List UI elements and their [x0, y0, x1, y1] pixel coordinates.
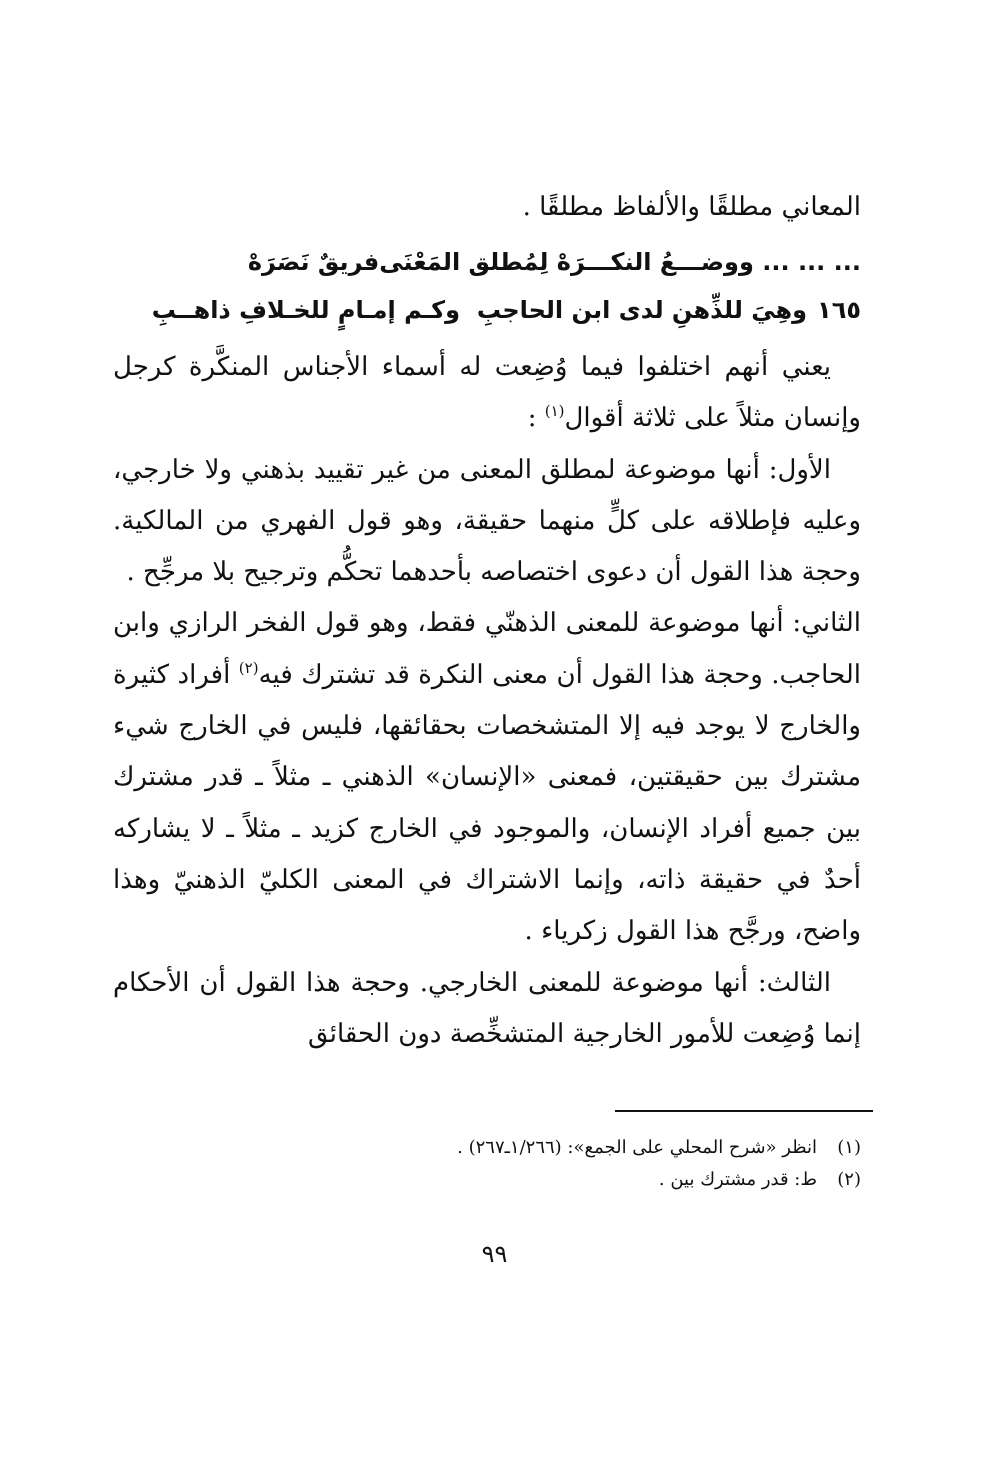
paragraph-first-opinion: الأول: أنها موضوعة لمطلق المعنى من غير تقييد بذهني ولا خارجي، وعليه فإطلاقه على كلٍّ منهما حقيقة، وهو قول الفهري من المالكية. وحجة هذا القول أن دعوى اختصاصه بأحدهما تحكُّم وترجيح بلا مرجِّح . [113, 454, 861, 588]
verse-2-hemistich-1: وهِيَ للذِّهنِ لدى ابن الحاجبِ [476, 296, 808, 324]
verse-line-2 [113, 286, 861, 334]
footnote-ref-1[interactable]: (١) [544, 402, 565, 421]
paragraph-intro-text: يعني أنهم اختلفوا فيما وُضِعت له أسماء الأجناس المنكَّرة كرجل وإنسان مثلاً على ثلاثة أقوال [113, 352, 861, 434]
paragraph-second-opinion-a: الثاني: أنها موضوعة للمعنى الذهنّي فقط، وهو قول الفخر الرازي وابن الحاجب. وحجة هذا القول أن معنى النكرة قد تشترك فيه [113, 608, 861, 690]
footnote-number: (٢) [837, 1169, 861, 1190]
footnote-number: (١) [837, 1137, 861, 1158]
intro-line: المعاني مطلقًا والألفاظ مطلقًا . [522, 192, 861, 222]
paragraph-second-opinion [113, 598, 861, 957]
verse-2-hemistich-2: وكـم إمـامٍ للخـلافِ ذاهــبِ [151, 296, 461, 324]
footnote-text: انظر «شرح المحلي على الجمع»: (١/٢٦٦ـ٢٦٧) . [457, 1137, 817, 1158]
body-text [113, 342, 861, 1060]
page-number: ٩٩ [481, 1240, 508, 1268]
footnote-item [113, 1132, 861, 1164]
footnote-item [113, 1164, 861, 1196]
footnotes [113, 1132, 861, 1196]
paragraph-third-opinion: الثالث: أنها موضوعة للمعنى الخارجي. وحجة هذا القول أن الأحكام إنما وُضِعت للأمور الخارجية المتشخِّصة دون الحقائق [113, 967, 861, 1049]
paragraph-intro [113, 342, 861, 445]
verse-block [113, 238, 861, 334]
verse-number: ١٦٥ [817, 296, 861, 324]
verse-line-1 [113, 238, 861, 286]
verse-1-hemistich-2: فريقٌ نَصَرَهْ [247, 248, 380, 276]
footnote-ref-2[interactable]: (٢) [238, 658, 259, 677]
paragraph-second-opinion-b: أفراد كثيرة والخارج لا يوجد فيه إلا المتشخصات بحقائقها، فليس في الخارج شيء مشترك بين حقيقتين، فمعنى «الإنسان» الذهني ـ مثلاً ـ قدر مشترك بين جميع أفراد الإنسان، والموجود في الخارج كزيد ـ مثلاً ـ لا يشاركه أحدٌ في حقيقة ذاته، وإنما الاشتراك في المعنى الكليّ الذهنيّ وهذا واضح، ورجَّح هذا القول زكرياء . [113, 659, 861, 947]
paragraph-intro-end: : [527, 403, 545, 434]
footnote-text: ط: قدر مشترك بين . [658, 1169, 817, 1190]
verse-1-hemistich-1: ... ... ... ووضـــعُ النكـــرَهْ لِمُطلق المَعْنَى [379, 248, 861, 276]
footnote-divider [615, 1110, 873, 1112]
